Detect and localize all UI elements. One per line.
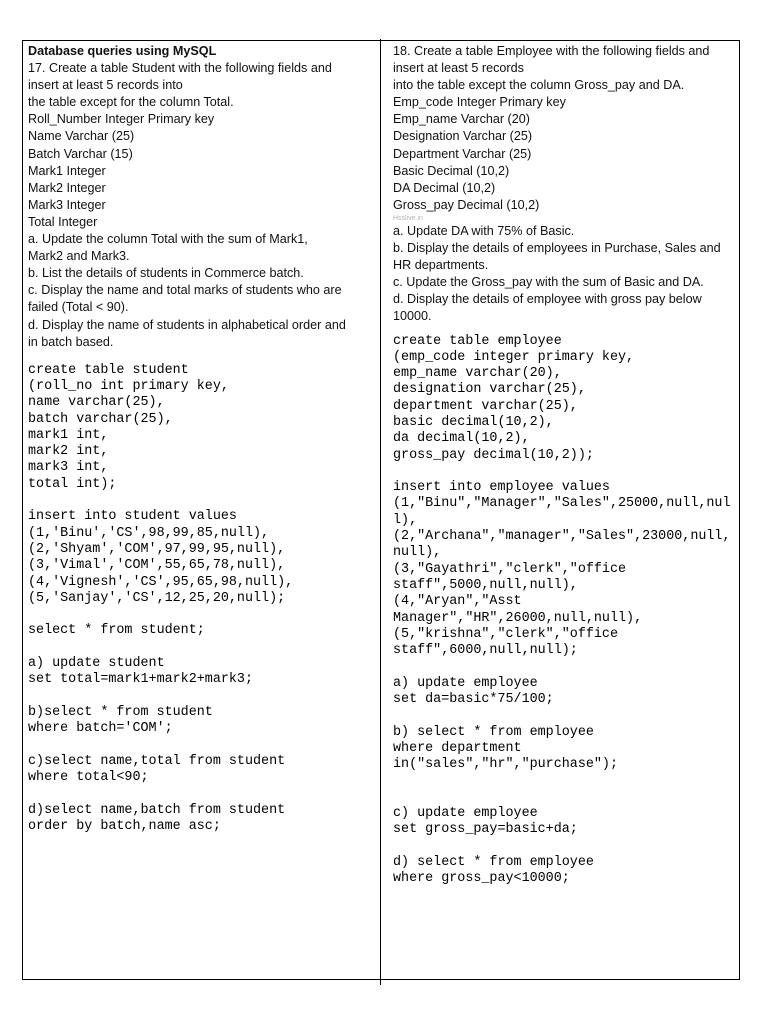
code-line: d)select name,batch from student — [28, 802, 286, 818]
question-line: c. Update the Gross_pay with the sum of Basic and DA. — [393, 275, 704, 290]
code-line: set total=mark1+mark2+mark3; — [28, 672, 253, 688]
question-line: Roll_Number Integer Primary key — [28, 112, 215, 127]
code-line — [393, 774, 738, 790]
code-line — [393, 708, 738, 724]
code-line: (1,"Binu","Manager","Sales",25000,null,nul — [393, 496, 731, 512]
question-line: a. Update DA with 75% of Basic. — [393, 223, 575, 238]
page-heading: Database queries using MySQL — [28, 44, 217, 58]
question-17-cell — [28, 43, 373, 835]
code-line: mark1 int, — [28, 427, 109, 443]
question-line: Mark2 and Mark3. — [28, 249, 130, 264]
question-line: Name Varchar (25) — [28, 129, 135, 144]
code-line: b)select * from student — [28, 704, 213, 720]
question-line: Emp_code Integer Primary key — [393, 95, 566, 110]
question-17-text — [28, 43, 373, 351]
code-line: staff",5000,null,null), — [393, 577, 578, 593]
question-line: Mark2 Integer — [28, 180, 106, 195]
code-line: order by batch,name asc; — [28, 819, 221, 834]
question-line: a. Update the column Total with the sum of Mark1, — [28, 232, 308, 247]
question-line: in batch based. — [28, 334, 114, 349]
code-line: create table employee — [393, 333, 562, 349]
question-line: failed (Total < 90). — [28, 300, 129, 315]
code-line — [28, 607, 373, 623]
question-18-code — [393, 334, 738, 888]
code-line: d) select * from employee — [393, 855, 594, 870]
code-line: insert into student values — [28, 509, 237, 525]
question-line: Emp_name Varchar (20) — [393, 112, 530, 127]
code-line: da decimal(10,2), — [393, 431, 530, 447]
code-line: c) update employee — [393, 806, 538, 822]
code-line: total int); — [28, 476, 117, 492]
code-line: staff",6000,null,null); — [393, 643, 578, 659]
question-line: insert at least 5 records into — [28, 78, 183, 93]
code-line: where batch='COM'; — [28, 721, 173, 737]
code-line — [393, 659, 738, 675]
code-line: select * from student; — [28, 623, 205, 639]
code-line: mark2 int, — [28, 444, 109, 460]
question-18-text — [393, 43, 738, 326]
question-line: insert at least 5 records — [393, 61, 524, 76]
code-line: department varchar(25), — [393, 398, 578, 414]
code-line — [393, 839, 738, 855]
question-line: Designation Varchar (25) — [393, 129, 533, 144]
column-divider — [380, 39, 381, 985]
question-line: d. Display the details of employee with gross pay below — [393, 292, 702, 307]
code-line: null), — [393, 545, 442, 561]
question-line: Total Integer — [28, 214, 98, 229]
question-line: into the table except the column Gross_pay and DA. — [393, 78, 685, 93]
code-line: where total<90; — [28, 770, 149, 786]
code-line: Manager","HR",26000,null,null), — [393, 610, 643, 626]
code-line: a) update employee — [393, 675, 538, 691]
code-line — [28, 640, 373, 656]
code-line: where department — [393, 740, 522, 756]
code-line: mark3 int, — [28, 460, 109, 476]
question-line: the table except for the column Total. — [28, 95, 234, 110]
question-18-lines-a — [393, 43, 738, 214]
question-line: b. List the details of students in Commerce batch. — [28, 266, 304, 281]
question-table — [22, 40, 740, 980]
code-line: (5,"krishna","clerk","office — [393, 626, 618, 642]
question-line: 17. Create a table Student with the following fields and — [28, 61, 332, 76]
code-line: set da=basic*75/100; — [393, 692, 554, 708]
question-line: b. Display the details of employees in Purchase, Sales and — [393, 241, 721, 256]
code-line: (4,"Aryan","Asst — [393, 594, 522, 610]
question-line: c. Display the name and total marks of students who are — [28, 283, 342, 298]
code-line: (2,"Archana","manager","Sales",23000,null, — [393, 529, 731, 545]
code-line — [28, 786, 373, 802]
code-line: gross_pay decimal(10,2)); — [393, 447, 594, 463]
question-line: d. Display the name of students in alphabetical order and — [28, 317, 346, 332]
code-line: name varchar(25), — [28, 395, 165, 411]
code-line — [28, 689, 373, 705]
question-line: Department Varchar (25) — [393, 146, 532, 161]
code-line: a) update student — [28, 656, 165, 672]
code-line: insert into employee values — [393, 480, 610, 496]
code-line — [28, 738, 373, 754]
watermark: Hsslive.in — [393, 214, 423, 222]
question-18-lines-b — [393, 223, 738, 326]
code-line: c)select name,total from student — [28, 753, 286, 769]
question-line: 10000. — [393, 309, 432, 324]
code-line: (roll_no int primary key, — [28, 378, 229, 394]
question-line: DA Decimal (10,2) — [393, 180, 496, 195]
code-line: (3,'Vimal','COM',55,65,78,null), — [28, 558, 286, 574]
code-line — [393, 790, 738, 806]
code-line: (1,'Binu','CS',98,99,85,null), — [28, 525, 270, 541]
question-line: Basic Decimal (10,2) — [393, 163, 510, 178]
code-line: (2,'Shyam','COM',97,99,95,null), — [28, 541, 286, 557]
question-line: 18. Create a table Employee with the following fields and — [393, 44, 710, 58]
question-line: Batch Varchar (15) — [28, 146, 133, 161]
code-line: b) select * from employee — [393, 724, 594, 740]
code-line: basic decimal(10,2), — [393, 414, 554, 430]
question-line: HR departments. — [393, 258, 489, 273]
code-line: (3,"Gayathri","clerk","office — [393, 561, 627, 577]
code-line: emp_name varchar(20), — [393, 366, 562, 382]
code-line: create table student — [28, 362, 189, 378]
code-line: batch varchar(25), — [28, 411, 173, 427]
code-line — [28, 493, 373, 509]
code-line: designation varchar(25), — [393, 382, 586, 398]
question-line: Gross_pay Decimal (10,2) — [393, 197, 540, 212]
code-line: set gross_pay=basic+da; — [393, 822, 578, 838]
question-line: Mark3 Integer — [28, 197, 106, 212]
code-line — [393, 464, 738, 480]
question-17-lines — [28, 60, 373, 351]
code-line: in("sales","hr","purchase"); — [393, 757, 618, 773]
code-line: (4,'Vignesh','CS',95,65,98,null), — [28, 574, 294, 590]
code-line: (5,'Sanjay','CS',12,25,20,null); — [28, 590, 286, 606]
code-line: l), — [393, 512, 418, 528]
question-18-cell — [393, 43, 738, 888]
code-line: (emp_code integer primary key, — [393, 349, 635, 365]
question-line: Mark1 Integer — [28, 163, 106, 178]
question-17-code — [28, 363, 373, 836]
code-line: where gross_pay<10000; — [393, 871, 570, 887]
